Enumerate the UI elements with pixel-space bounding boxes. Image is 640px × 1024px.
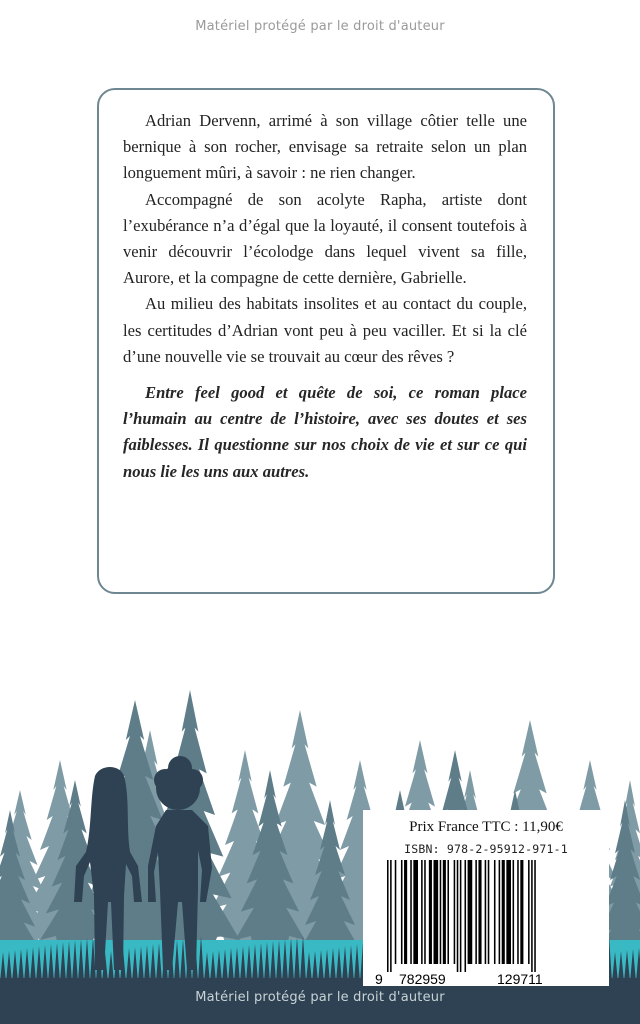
barcode-bar — [528, 860, 530, 964]
barcode-bar — [534, 860, 536, 972]
barcode-bar — [485, 860, 487, 964]
barcode-bar — [421, 860, 423, 964]
barcode-bar — [502, 860, 505, 964]
barcode-bar — [413, 860, 418, 964]
blurb-paragraph-2: Accompagné de son acolyte Rapha, artiste dont l’exubérance n’a d’égal que la loyauté, il consent toutefois à venir découvrir l’écolodge dans lequel vivent sa fille, Aurore, et la compagne de cette dernière, Gabrielle. — [123, 189, 527, 288]
isbn-barcode-block — [363, 810, 609, 986]
copyright-watermark-top: Matériel protégé par le droit d'auteur — [195, 19, 445, 34]
barcode-bar — [390, 860, 392, 972]
blurb-paragraph-1: Adrian Dervenn, arrimé à son village côtier telle une bernique à son rocher, envisage sa retraite selon un plan longuement mûri, à savoir : ne rien changer. — [123, 111, 527, 183]
barcode-bar — [410, 860, 412, 964]
barcode-bar — [499, 860, 501, 964]
barcode-digits-left: 782959 — [399, 971, 446, 987]
barcode-bar — [429, 860, 432, 964]
barcode-bar — [401, 860, 403, 964]
barcode-digits-right: 129711 — [497, 971, 543, 987]
price-label: Prix France TTC : 11,90€ — [409, 819, 563, 835]
barcode-bar — [475, 860, 477, 964]
barcode-bar — [513, 860, 515, 964]
barcode-bar — [460, 860, 462, 972]
barcode-bar — [506, 860, 511, 964]
blurb-tagline: Entre feel good et quête de soi, ce roman place l’humain au centre de l’histoire, avec ses doutes et ses faiblesses. Il questionne sur nos choix de vie et sur ce qui nous lie les uns aux autres. — [123, 383, 527, 481]
barcode-bar — [494, 860, 496, 964]
isbn-text: ISBN: 978-2-95912-971-1 — [404, 842, 568, 856]
barcode-bar — [387, 860, 389, 972]
barcode-bar — [520, 860, 523, 964]
barcode-bar — [517, 860, 519, 964]
barcode-bars — [373, 860, 599, 988]
blurb-paragraph-3: Au milieu des habitats insolites et au contact du couple, les certitudes d’Adrian vont peu à peu vaciller. Et si la clé d’une nouvelle vie se trouvait au cœur des rêves ? — [123, 294, 527, 366]
barcode-bar — [447, 860, 449, 964]
barcode-bar — [457, 860, 459, 972]
barcode-bar — [424, 860, 426, 964]
barcode-bar — [488, 860, 490, 964]
barcode-bar — [395, 860, 397, 964]
barcode-bar — [440, 860, 442, 964]
barcode-bar — [443, 860, 446, 964]
barcode-bar — [404, 860, 407, 964]
barcode-bar — [434, 860, 439, 964]
barcode-bar — [531, 860, 533, 972]
barcode-bar — [478, 860, 481, 964]
barcode-bar — [454, 860, 456, 964]
barcode-digit-first: 9 — [375, 971, 383, 987]
barcode-bar — [465, 860, 467, 972]
blurb-box — [97, 88, 555, 594]
copyright-watermark-bottom: Matériel protégé par le droit d'auteur — [195, 990, 445, 1005]
barcode-bar — [468, 860, 473, 964]
